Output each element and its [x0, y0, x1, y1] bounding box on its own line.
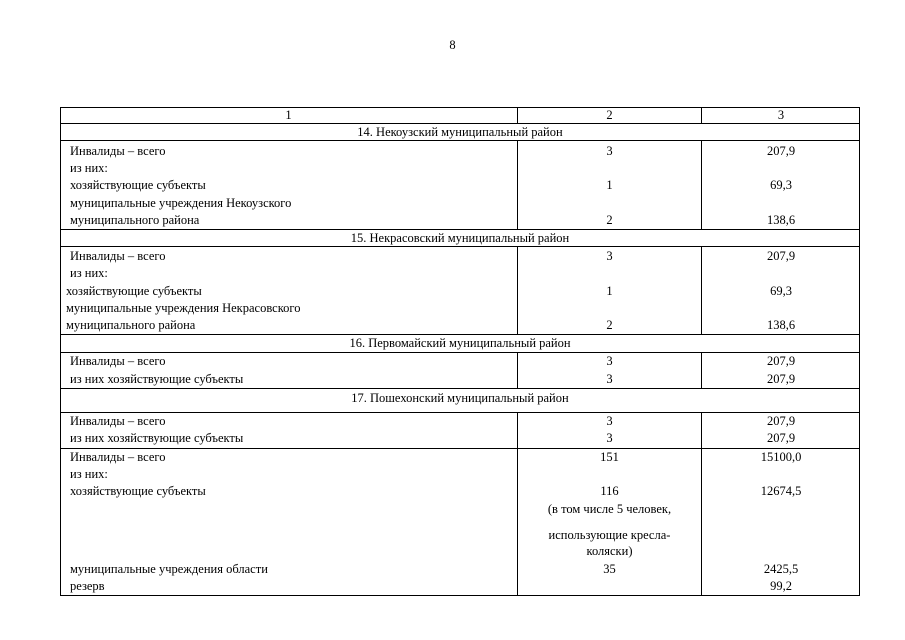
row-count: 3 [606, 372, 613, 386]
table-rule [60, 334, 860, 335]
row-count: 1 [606, 284, 613, 298]
row-amount: 138,6 [766, 213, 796, 227]
table-border-left [60, 107, 61, 596]
wheelchair-note-line2: использующие кресла- [548, 528, 671, 542]
table-rule [60, 388, 860, 389]
header-col1: 1 [285, 108, 292, 122]
reserve-label: резерв [70, 579, 105, 593]
row-label: муниципального района [70, 213, 200, 227]
row-amount: 207,9 [766, 249, 796, 263]
municipal-label: муниципальные учреждения области [70, 562, 268, 576]
row-amount: 138,6 [766, 318, 796, 332]
totals-amount: 15100,0 [760, 450, 802, 464]
row-amount: 207,9 [766, 354, 796, 368]
business-amount: 12674,5 [760, 484, 802, 498]
row-count: 3 [606, 431, 613, 445]
wheelchair-note-line3: коляски) [586, 544, 633, 558]
table-rule [60, 229, 860, 230]
row-label: Инвалиды – всего [70, 144, 166, 158]
row-count: 3 [606, 249, 613, 263]
table-rule [60, 246, 860, 247]
row-label: Инвалиды – всего [70, 249, 166, 263]
row-label: Инвалиды – всего [70, 354, 166, 368]
row-count: 3 [606, 144, 613, 158]
table-rule [60, 448, 860, 449]
row-count: 3 [606, 414, 613, 428]
section-title: 17. Пошехонский муниципальный район [351, 391, 569, 405]
row-count: 2 [606, 213, 613, 227]
row-label: из них: [70, 266, 108, 280]
page-number: 8 [449, 38, 456, 52]
totals-label: Инвалиды – всего [70, 450, 166, 464]
municipal-amount: 2425,5 [763, 562, 799, 576]
row-count: 1 [606, 178, 613, 192]
table-rule [60, 412, 860, 413]
row-label: муниципальные учреждения Некрасовского [66, 301, 301, 315]
section-title: 15. Некрасовский муниципальный район [350, 231, 570, 245]
data-table [60, 107, 860, 596]
business-count: 116 [600, 484, 619, 498]
header-col3: 3 [777, 108, 785, 122]
municipal-count: 35 [603, 562, 616, 576]
row-label: муниципальные учреждения Некоузского [70, 196, 292, 210]
business-label: хозяйствующие субъекты [70, 484, 206, 498]
row-count: 2 [606, 318, 613, 332]
table-rule [60, 140, 860, 141]
header-col2: 2 [606, 108, 613, 122]
row-label: хозяйствующие субъекты [70, 178, 206, 192]
row-label: хозяйствующие субъекты [66, 284, 202, 298]
row-amount: 207,9 [766, 144, 796, 158]
row-label: из них хозяйствующие субъекты [70, 431, 244, 445]
row-label: из них: [70, 161, 108, 175]
row-amount: 207,9 [766, 414, 796, 428]
row-label: Инвалиды – всего [70, 414, 166, 428]
row-label: муниципального района [66, 318, 196, 332]
row-amount: 207,9 [766, 372, 796, 386]
wheelchair-note-line1: (в том числе 5 человек, [547, 502, 672, 516]
table-rule [60, 123, 860, 124]
section-title: 14. Некоузский муниципальный район [357, 125, 563, 139]
totals-of-them-label: из них: [70, 467, 108, 481]
totals-count: 151 [600, 450, 619, 464]
reserve-amount: 99,2 [770, 579, 792, 593]
table-border-bottom [60, 595, 860, 596]
row-amount: 69,3 [770, 284, 792, 298]
row-count: 3 [606, 354, 613, 368]
row-amount: 69,3 [770, 178, 792, 192]
section-title: 16. Первомайский муниципальный район [349, 336, 571, 350]
row-amount: 207,9 [766, 431, 796, 445]
table-rule [60, 352, 860, 353]
row-label: из них хозяйствующие субъекты [70, 372, 244, 386]
